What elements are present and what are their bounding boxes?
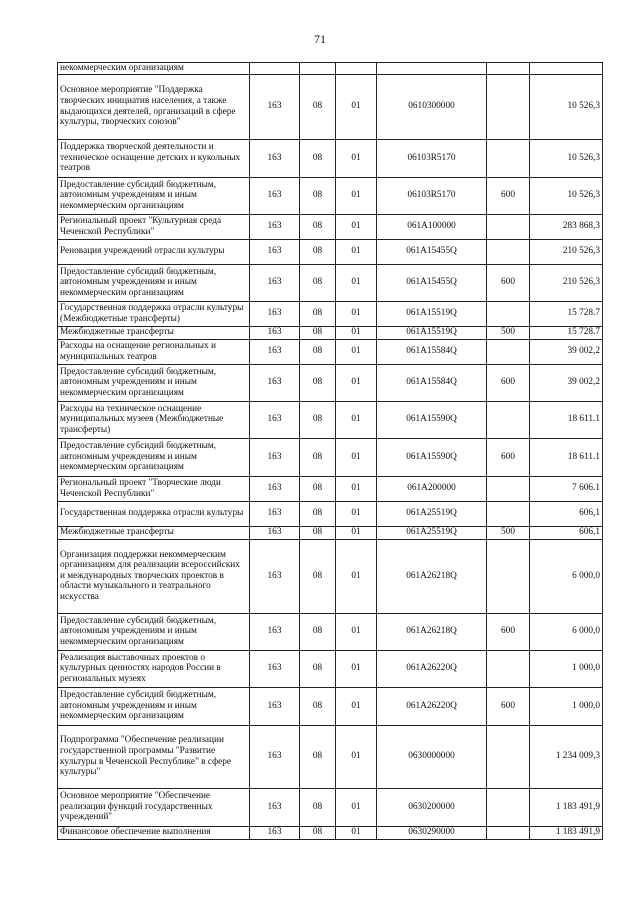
row-name: Реализация выставочных проектов о культурных ценностях народов России в региональных музеях xyxy=(58,650,250,687)
amount: 1 183 491,9 xyxy=(530,826,603,839)
row-name: Организация поддержки некоммерческим организациям для реализации всероссийских и международных творческих проектов в области музыкального и театрального искусства xyxy=(58,539,250,613)
ved-code: 163 xyxy=(250,239,300,264)
row-name: Подпрограмма "Обеспечение реализации государственной программы "Развитие культуры в Чеченской Республике" в сфере культуры" xyxy=(58,725,250,788)
target-article-code: 061A100000 xyxy=(377,214,487,239)
subsection-code: 01 xyxy=(336,364,377,401)
ved-code: 163 xyxy=(250,264,300,301)
subsection-code: 01 xyxy=(336,650,377,687)
table-row xyxy=(58,526,603,539)
target-article-code: 061A15590Q xyxy=(377,438,487,476)
table-row xyxy=(58,364,603,401)
expense-type-code xyxy=(487,650,530,687)
subsection-code: 01 xyxy=(336,401,377,438)
expense-type-code xyxy=(487,401,530,438)
subsection-code: 01 xyxy=(336,239,377,264)
amount: 15 728.7 xyxy=(530,301,603,326)
section-code: 08 xyxy=(300,364,336,401)
row-name: некоммерческим организациям xyxy=(58,63,250,75)
target-article-code: 061A25519Q xyxy=(377,501,487,526)
table-row xyxy=(58,826,603,839)
row-name: Предоставление субсидий бюджетным, автономным учреждениям и иным некоммерческим организациям xyxy=(58,438,250,476)
section-code: 08 xyxy=(300,139,336,177)
target-article-code: 0610300000 xyxy=(377,74,487,139)
target-article-code: 061A26218Q xyxy=(377,539,487,613)
section-code: 08 xyxy=(300,501,336,526)
target-article-code: 061A15590Q xyxy=(377,401,487,438)
ved-code xyxy=(250,63,300,75)
subsection-code xyxy=(336,63,377,75)
amount: 210 526,3 xyxy=(530,264,603,301)
target-article-code: 061A15455Q xyxy=(377,239,487,264)
expense-type-code xyxy=(487,239,530,264)
expense-type-code xyxy=(487,501,530,526)
table-row xyxy=(58,139,603,177)
section-code: 08 xyxy=(300,401,336,438)
ved-code: 163 xyxy=(250,364,300,401)
subsection-code: 01 xyxy=(336,438,377,476)
ved-code: 163 xyxy=(250,826,300,839)
expense-type-code: 600 xyxy=(487,364,530,401)
section-code: 08 xyxy=(300,326,336,339)
amount: 7 606.1 xyxy=(530,476,603,501)
section-code: 08 xyxy=(300,788,336,826)
row-name: Государственная поддержка отрасли культуры (Межбюджетные трансферты) xyxy=(58,301,250,326)
target-article-code: 06103R5170 xyxy=(377,177,487,214)
row-name: Предоставление субсидий бюджетным, автономным учреждениям и иным некоммерческим организациям xyxy=(58,613,250,650)
row-name: Расходы на техническое оснащение муниципальных музеев (Межбюджетные трансферты) xyxy=(58,401,250,438)
ved-code: 163 xyxy=(250,177,300,214)
ved-code: 163 xyxy=(250,476,300,501)
ved-code: 163 xyxy=(250,687,300,725)
ved-code: 163 xyxy=(250,613,300,650)
amount: 6 000,0 xyxy=(530,539,603,613)
table-row xyxy=(58,339,603,364)
table-row xyxy=(58,264,603,301)
ved-code: 163 xyxy=(250,74,300,139)
amount: 283 868,3 xyxy=(530,214,603,239)
subsection-code: 01 xyxy=(336,725,377,788)
target-article-code: 061A200000 xyxy=(377,476,487,501)
target-article-code: 061A25519Q xyxy=(377,526,487,539)
target-article-code: 0630000000 xyxy=(377,725,487,788)
subsection-code: 01 xyxy=(336,74,377,139)
row-name: Реновация учреждений отрасли культуры xyxy=(58,239,250,264)
table-row xyxy=(58,476,603,501)
subsection-code: 01 xyxy=(336,476,377,501)
amount: 39 002,2 xyxy=(530,339,603,364)
expense-type-code: 600 xyxy=(487,264,530,301)
table-row xyxy=(58,326,603,339)
section-code: 08 xyxy=(300,264,336,301)
table-row xyxy=(58,725,603,788)
ved-code: 163 xyxy=(250,725,300,788)
table-row xyxy=(58,63,603,75)
expense-type-code xyxy=(487,63,530,75)
expense-type-code: 600 xyxy=(487,438,530,476)
target-article-code: 061A15519Q xyxy=(377,301,487,326)
ved-code: 163 xyxy=(250,539,300,613)
target-article-code: 06103R5170 xyxy=(377,139,487,177)
section-code: 08 xyxy=(300,339,336,364)
ved-code: 163 xyxy=(250,301,300,326)
expense-type-code xyxy=(487,826,530,839)
expense-type-code: 500 xyxy=(487,526,530,539)
table-row xyxy=(58,501,603,526)
table-row xyxy=(58,239,603,264)
row-name: Предоставление субсидий бюджетным, автономным учреждениям и иным некоммерческим организациям xyxy=(58,364,250,401)
expense-type-code xyxy=(487,301,530,326)
target-article-code: 061A15584Q xyxy=(377,364,487,401)
section-code: 08 xyxy=(300,650,336,687)
section-code: 08 xyxy=(300,301,336,326)
amount: 1 234 009,3 xyxy=(530,725,603,788)
ved-code: 163 xyxy=(250,501,300,526)
section-code: 08 xyxy=(300,476,336,501)
section-code: 08 xyxy=(300,526,336,539)
row-name: Финансовое обеспечение выполнения xyxy=(58,826,250,839)
expense-type-code xyxy=(487,788,530,826)
row-name: Расходы на оснащение региональных и муниципальных театров xyxy=(58,339,250,364)
subsection-code: 01 xyxy=(336,501,377,526)
section-code: 08 xyxy=(300,214,336,239)
row-name: Основное мероприятие "Обеспечение реализации функций государственных учреждений" xyxy=(58,788,250,826)
section-code: 08 xyxy=(300,687,336,725)
ved-code: 163 xyxy=(250,438,300,476)
section-code: 08 xyxy=(300,826,336,839)
table-row xyxy=(58,613,603,650)
amount: 606,1 xyxy=(530,501,603,526)
amount: 18 611.1 xyxy=(530,401,603,438)
amount: 1 000,0 xyxy=(530,650,603,687)
amount xyxy=(530,63,603,75)
expense-type-code xyxy=(487,214,530,239)
table-row xyxy=(58,74,603,139)
section-code: 08 xyxy=(300,239,336,264)
amount: 606,1 xyxy=(530,526,603,539)
page-number: 71 xyxy=(314,32,326,46)
ved-code: 163 xyxy=(250,214,300,239)
expense-type-code: 600 xyxy=(487,687,530,725)
amount: 18 611.1 xyxy=(530,438,603,476)
ved-code: 163 xyxy=(250,650,300,687)
ved-code: 163 xyxy=(250,139,300,177)
ved-code: 163 xyxy=(250,339,300,364)
subsection-code: 01 xyxy=(336,526,377,539)
table-row xyxy=(58,214,603,239)
subsection-code: 01 xyxy=(336,788,377,826)
target-article-code: 0630290000 xyxy=(377,826,487,839)
subsection-code: 01 xyxy=(336,264,377,301)
section-code xyxy=(300,63,336,75)
ved-code: 163 xyxy=(250,401,300,438)
amount: 6 000,0 xyxy=(530,613,603,650)
row-name: Основное мероприятие "Поддержка творческих инициатив населения, а также выдающихся деятелей, организаций в сфере культуры, творческих союзов" xyxy=(58,74,250,139)
budget-table-body xyxy=(58,63,603,840)
row-name: Межбюджетные трансферты xyxy=(58,526,250,539)
amount: 1 000,0 xyxy=(530,687,603,725)
section-code: 08 xyxy=(300,177,336,214)
amount: 39 002,2 xyxy=(530,364,603,401)
table-row xyxy=(58,539,603,613)
table-row xyxy=(58,650,603,687)
row-name: Региональный проект "Культурная среда Чеченской Республики" xyxy=(58,214,250,239)
section-code: 08 xyxy=(300,613,336,650)
subsection-code: 01 xyxy=(336,613,377,650)
subsection-code: 01 xyxy=(336,539,377,613)
expense-type-code xyxy=(487,539,530,613)
table-row xyxy=(58,438,603,476)
subsection-code: 01 xyxy=(336,826,377,839)
row-name: Государственная поддержка отрасли культуры xyxy=(58,501,250,526)
section-code: 08 xyxy=(300,539,336,613)
subsection-code: 01 xyxy=(336,339,377,364)
subsection-code: 01 xyxy=(336,687,377,725)
row-name: Предоставление субсидий бюджетным, автономным учреждениям и иным некоммерческим организациям xyxy=(58,177,250,214)
expense-type-code xyxy=(487,74,530,139)
expense-type-code: 600 xyxy=(487,613,530,650)
table-row xyxy=(58,687,603,725)
subsection-code: 01 xyxy=(336,214,377,239)
expense-type-code xyxy=(487,725,530,788)
amount: 10 526,3 xyxy=(530,177,603,214)
subsection-code: 01 xyxy=(336,301,377,326)
expense-type-code xyxy=(487,339,530,364)
amount: 15 728.7 xyxy=(530,326,603,339)
target-article-code: 061A26220Q xyxy=(377,650,487,687)
row-name: Предоставление субсидий бюджетным, автономным учреждениям и иным некоммерческим организациям xyxy=(58,264,250,301)
row-name: Региональный проект "Творческие люди Чеченской Республики" xyxy=(58,476,250,501)
amount: 10 526,3 xyxy=(530,74,603,139)
table-row xyxy=(58,301,603,326)
subsection-code: 01 xyxy=(336,139,377,177)
target-article-code xyxy=(377,63,487,75)
section-code: 08 xyxy=(300,725,336,788)
target-article-code: 061A15584Q xyxy=(377,339,487,364)
section-code: 08 xyxy=(300,74,336,139)
ved-code: 163 xyxy=(250,526,300,539)
section-code: 08 xyxy=(300,438,336,476)
target-article-code: 0630200000 xyxy=(377,788,487,826)
ved-code: 163 xyxy=(250,326,300,339)
table-row xyxy=(58,788,603,826)
expense-type-code: 500 xyxy=(487,326,530,339)
target-article-code: 061A26218Q xyxy=(377,613,487,650)
row-name: Предоставление субсидий бюджетным, автономным учреждениям и иным некоммерческим организациям xyxy=(58,687,250,725)
target-article-code: 061A26220Q xyxy=(377,687,487,725)
amount: 210 526,3 xyxy=(530,239,603,264)
ved-code: 163 xyxy=(250,788,300,826)
table-row xyxy=(58,177,603,214)
subsection-code: 01 xyxy=(336,177,377,214)
expense-type-code xyxy=(487,139,530,177)
expense-type-code: 600 xyxy=(487,177,530,214)
expense-type-code xyxy=(487,476,530,501)
table-row xyxy=(58,401,603,438)
subsection-code: 01 xyxy=(336,326,377,339)
amount: 10 526,3 xyxy=(530,139,603,177)
target-article-code: 061A15455Q xyxy=(377,264,487,301)
row-name: Межбюджетные трансферты xyxy=(58,326,250,339)
amount: 1 183 491,9 xyxy=(530,788,603,826)
row-name: Поддержка творческой деятельности и техническое оснащение детских и кукольных театров xyxy=(58,139,250,177)
target-article-code: 061A15519Q xyxy=(377,326,487,339)
budget-table xyxy=(57,62,603,840)
